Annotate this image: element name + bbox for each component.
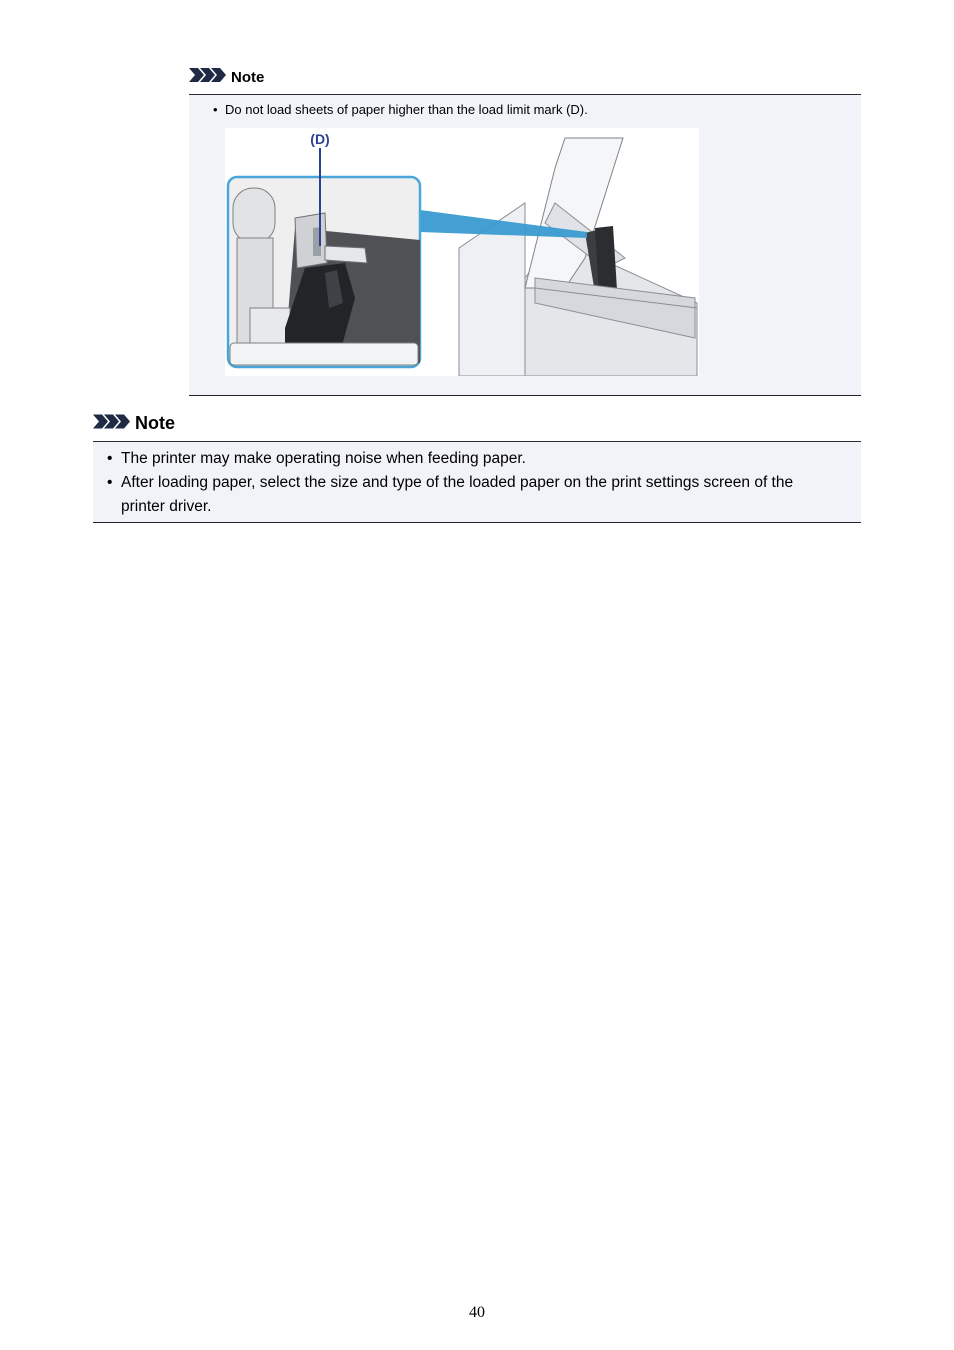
note-heading — [189, 68, 264, 86]
note-heading-label: Note — [231, 68, 265, 86]
note-item: • Do not load sheets of paper higher than the load limit mark (D). — [225, 102, 588, 118]
page-number: 40 — [469, 1304, 485, 1321]
note-item: • After loading paper, select the size and type of the loaded paper on the print settings screen of the printer driver. — [121, 471, 841, 519]
note-box — [93, 441, 861, 523]
note-item: • The printer may make operating noise when feeding paper. — [121, 447, 841, 471]
note-list — [121, 447, 841, 519]
zoom-panel — [228, 177, 420, 367]
note-list — [225, 102, 588, 118]
note-chevron-icon — [93, 413, 131, 434]
note-heading-label: Note — [135, 413, 175, 433]
note-box — [189, 94, 861, 396]
note-heading — [93, 413, 175, 434]
load-limit-mark-illustration — [225, 128, 699, 376]
callout-label: (D) — [310, 131, 330, 147]
note-chevron-icon — [189, 68, 227, 86]
